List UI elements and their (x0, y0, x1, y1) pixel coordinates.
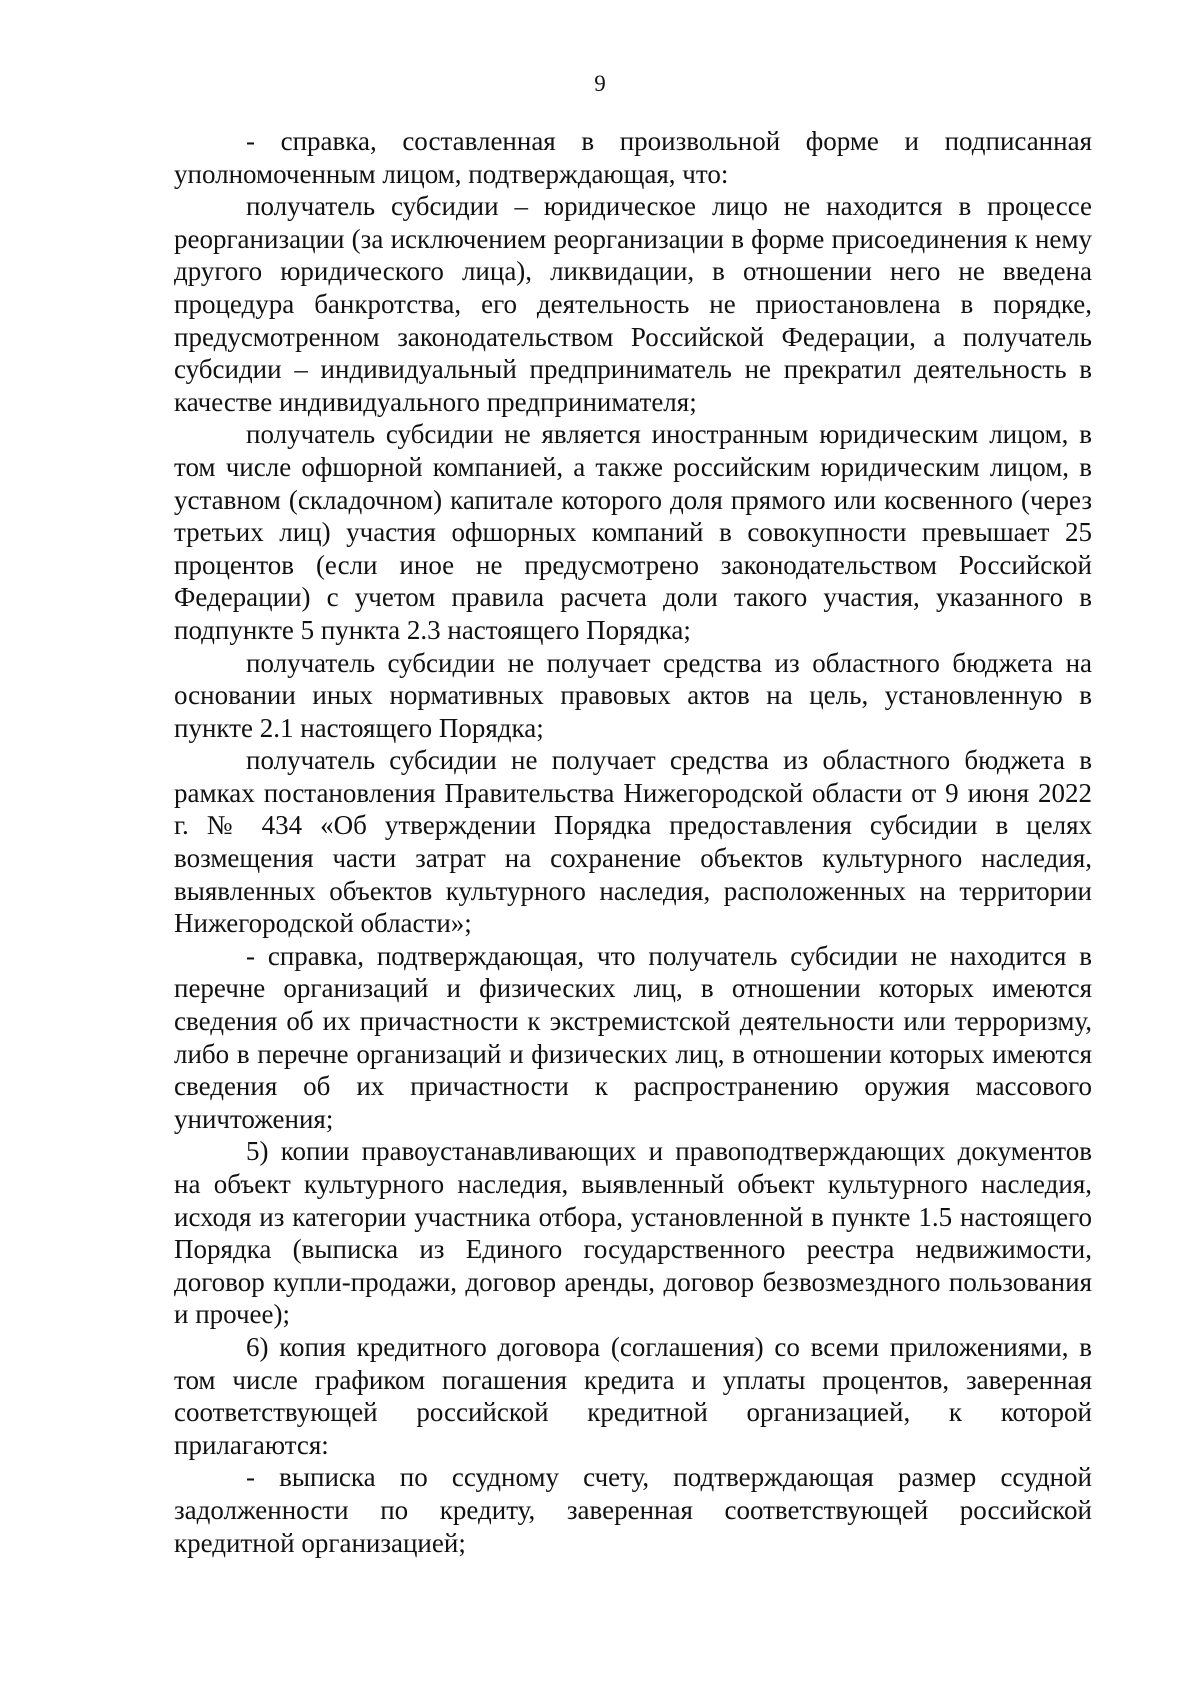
paragraph: получатель субсидии не получает средства из областного бюджета в рамках постановления Правительства Нижегородской области от 9 июня 2022 г. № 434 «Об утверждении Порядка предоставления субсидии в целях возмещения части затрат на сохранение объектов культурного наследия, выявленных объектов культурного наследия, расположенных на территории Нижегородской области»; (174, 745, 1092, 939)
paragraph: - справка, подтверждающая, что получатель субсидии не находится в перечне организаций и физических лиц, в отношении которых имеются сведения об их причастности к экстремистской деятельности или терроризму, либо в перечне организаций и физических лиц, в отношении которых имеются сведения об их причастности к распространению оружия массового уничтожения; (174, 940, 1092, 1134)
document-body (174, 125, 1092, 1559)
page-number: 9 (594, 71, 606, 96)
paragraph: получатель субсидии не получает средства из областного бюджета на основании иных нормативных правовых актов на цель, установленную в пункте 2.1 настоящего Порядка; (174, 647, 1092, 743)
paragraph: - справка, составленная в произвольной форме и подписанная уполномоченным лицом, подтверждающая, что: (174, 126, 1092, 189)
paragraph: - выписка по ссудному счету, подтверждающая размер ссудной задолженности по кредиту, заверенная соответствующей российской кредитной организацией; (174, 1462, 1092, 1558)
paragraph: 5) копии правоустанавливающих и правоподтверждающих документов на объект культурного наследия, выявленный объект культурного наследия, исходя из категории участника отбора, установленной в пункте 1.5 настоящего Порядка (выписка из Единого государственного реестра недвижимости, договор купли-продажи, договор аренды, договор безвозмездного пользования и прочее); (174, 1136, 1092, 1330)
paragraph: 6) копия кредитного договора (соглашения) со всеми приложениями, в том числе графиком погашения кредита и уплаты процентов, заверенная соответствующей российской кредитной организацией, к которой прилагаются: (174, 1331, 1092, 1460)
paragraph: получатель субсидии не является иностранным юридическим лицом, в том числе офшорной компанией, а также российским юридическим лицом, в уставном (складочном) капитале которого доля прямого или косвенного (через третьих лиц) участия офшорных компаний в совокупности превышает 25 процентов (если иное не предусмотрено законодательством Российской Федерации) с учетом правила расчета доли такого участия, указанного в подпункте 5 пункта 2.3 настоящего Порядка; (174, 419, 1092, 645)
paragraph: получатель субсидии – юридическое лицо не находится в процессе реорганизации (за исключением реорганизации в форме присоединения к нему другого юридического лица), ликвидации, в отношении него не введена процедура банкротства, его деятельность не приостановлена в порядке, предусмотренном законодательством Российской Федерации, а получатель субсидии – индивидуальный предприниматель не прекратил деятельность в качестве индивидуального предпринимателя; (174, 191, 1092, 417)
